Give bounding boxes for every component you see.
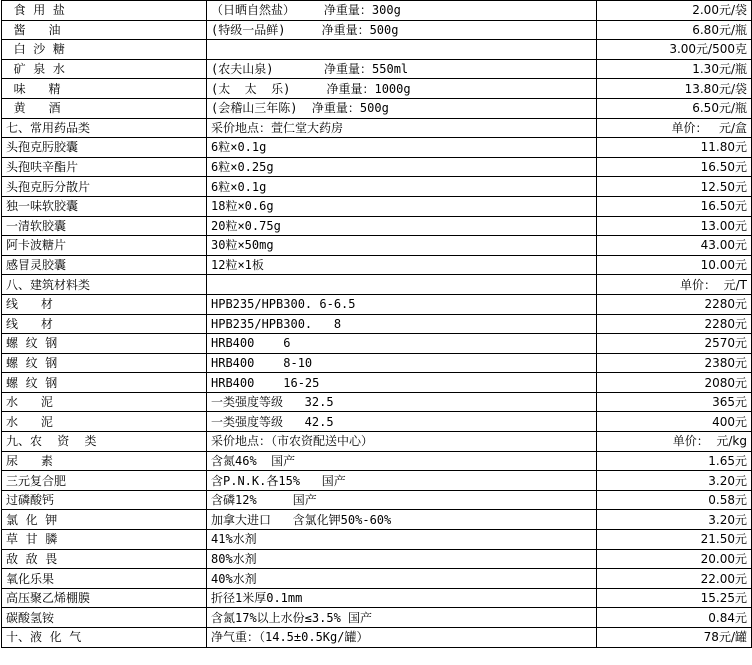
table-row — [2, 608, 752, 628]
item-name: 草 甘 膦 — [2, 530, 207, 550]
item-price: 6.50元/瓶 — [597, 98, 752, 118]
table-row — [2, 1, 752, 21]
item-price: 16.50元 — [597, 196, 752, 216]
table-row — [2, 157, 752, 177]
section-title: 九、农 资 类 — [2, 432, 207, 452]
item-price: 13.00元 — [597, 216, 752, 236]
table-row — [2, 98, 752, 118]
item-price: 2380元 — [597, 353, 752, 373]
item-spec: 6粒×0.1g — [207, 138, 597, 158]
item-name: 氧化乐果 — [2, 569, 207, 589]
item-name: 螺 纹 钢 — [2, 373, 207, 393]
item-spec: （日晒自然盐） 净重量：300g — [207, 1, 597, 21]
item-name: 头孢呋辛酯片 — [2, 157, 207, 177]
item-price: 12.50元 — [597, 177, 752, 197]
item-spec: HRB400 8-10 — [207, 353, 597, 373]
price-table — [1, 0, 752, 648]
table-row — [2, 294, 752, 314]
section-unit: 单价： 元/kg — [597, 432, 752, 452]
item-price: 1.65元 — [597, 451, 752, 471]
table-row — [2, 353, 752, 373]
item-spec — [207, 40, 597, 60]
item-spec: 含氮17%以上水份≤3.5% 国产 — [207, 608, 597, 628]
item-name: 黄 酒 — [2, 98, 207, 118]
section-unit: 78元/罐 — [597, 628, 752, 648]
item-spec: 18粒×0.6g — [207, 196, 597, 216]
item-price: 15.25元 — [597, 588, 752, 608]
section-note: 净气重：（14.5±0.5Kg/罐） — [207, 628, 597, 648]
item-price: 2570元 — [597, 334, 752, 354]
item-price: 1.30元/瓶 — [597, 59, 752, 79]
section-row — [2, 118, 752, 138]
item-spec: HRB400 16-25 — [207, 373, 597, 393]
item-spec: 6粒×0.1g — [207, 177, 597, 197]
item-name: 食 用 盐 — [2, 1, 207, 21]
table-row — [2, 510, 752, 530]
item-price: 0.58元 — [597, 490, 752, 510]
item-price: 11.80元 — [597, 138, 752, 158]
section-unit: 单价： 元/盒 — [597, 118, 752, 138]
section-row — [2, 275, 752, 295]
item-spec: 一类强度等级 42.5 — [207, 412, 597, 432]
item-price: 3.20元 — [597, 471, 752, 491]
item-name: 高压聚乙烯棚膜 — [2, 588, 207, 608]
section-note: 采价地点：萱仁堂大药房 — [207, 118, 597, 138]
item-name: 酱 油 — [2, 20, 207, 40]
item-name: 矿 泉 水 — [2, 59, 207, 79]
table-row — [2, 490, 752, 510]
item-price: 0.84元 — [597, 608, 752, 628]
item-name: 螺 纹 钢 — [2, 353, 207, 373]
item-spec: (特级一品鲜) 净重量：500g — [207, 20, 597, 40]
price-table-body — [2, 1, 752, 648]
section-unit: 单价： 元/T — [597, 275, 752, 295]
section-note: 采价地点：（市农资配送中心） — [207, 432, 597, 452]
item-name: 水 泥 — [2, 392, 207, 412]
table-row — [2, 334, 752, 354]
item-spec: 6粒×0.25g — [207, 157, 597, 177]
item-spec: 加拿大进口 含氯化钾50%-60% — [207, 510, 597, 530]
item-spec: HPB235/HPB300. 6-6.5 — [207, 294, 597, 314]
table-row — [2, 216, 752, 236]
table-row — [2, 79, 752, 99]
item-price: 20.00元 — [597, 549, 752, 569]
item-spec: 30粒×50mg — [207, 236, 597, 256]
table-row — [2, 549, 752, 569]
table-row — [2, 451, 752, 471]
item-name: 氯 化 钾 — [2, 510, 207, 530]
table-row — [2, 138, 752, 158]
item-spec: 41%水剂 — [207, 530, 597, 550]
item-spec: 含P.N.K.各15% 国产 — [207, 471, 597, 491]
table-row — [2, 588, 752, 608]
item-spec: HRB400 6 — [207, 334, 597, 354]
item-spec: (农夫山泉) 净重量：550ml — [207, 59, 597, 79]
item-price: 2080元 — [597, 373, 752, 393]
table-row — [2, 236, 752, 256]
table-row — [2, 59, 752, 79]
item-spec: 12粒×1板 — [207, 255, 597, 275]
item-name: 三元复合肥 — [2, 471, 207, 491]
item-name: 头孢克肟胶囊 — [2, 138, 207, 158]
item-spec: HPB235/HPB300. 8 — [207, 314, 597, 334]
item-spec: 一类强度等级 32.5 — [207, 392, 597, 412]
item-price: 2280元 — [597, 294, 752, 314]
section-title: 十、液 化 气 — [2, 628, 207, 648]
item-name: 头孢克肟分散片 — [2, 177, 207, 197]
item-spec: 含磷12% 国产 — [207, 490, 597, 510]
item-name: 感冒灵胶囊 — [2, 255, 207, 275]
item-name: 敌 敌 畏 — [2, 549, 207, 569]
item-name: 阿卡波糖片 — [2, 236, 207, 256]
table-row — [2, 196, 752, 216]
item-name: 味 精 — [2, 79, 207, 99]
item-price: 16.50元 — [597, 157, 752, 177]
item-spec: (会稽山三年陈) 净重量：500g — [207, 98, 597, 118]
item-price: 365元 — [597, 392, 752, 412]
table-row — [2, 177, 752, 197]
item-name: 碳酸氢铵 — [2, 608, 207, 628]
item-name: 一清软胶囊 — [2, 216, 207, 236]
table-row — [2, 373, 752, 393]
item-price: 21.50元 — [597, 530, 752, 550]
table-row — [2, 392, 752, 412]
table-row — [2, 471, 752, 491]
item-price: 2280元 — [597, 314, 752, 334]
section-title: 八、建筑材料类 — [2, 275, 207, 295]
item-price: 10.00元 — [597, 255, 752, 275]
item-name: 螺 纹 钢 — [2, 334, 207, 354]
item-price: 43.00元 — [597, 236, 752, 256]
section-row — [2, 432, 752, 452]
item-name: 过磷酸钙 — [2, 490, 207, 510]
item-price: 2.00元/袋 — [597, 1, 752, 21]
item-price: 6.80元/瓶 — [597, 20, 752, 40]
item-price: 400元 — [597, 412, 752, 432]
table-row — [2, 255, 752, 275]
section-note — [207, 275, 597, 295]
item-name: 白 沙 糖 — [2, 40, 207, 60]
item-spec: 含氮46% 国产 — [207, 451, 597, 471]
item-price: 22.00元 — [597, 569, 752, 589]
item-spec: 40%水剂 — [207, 569, 597, 589]
table-row — [2, 530, 752, 550]
table-row — [2, 40, 752, 60]
item-spec: 20粒×0.75g — [207, 216, 597, 236]
item-name: 线 材 — [2, 314, 207, 334]
item-price: 3.00元/500克 — [597, 40, 752, 60]
item-name: 线 材 — [2, 294, 207, 314]
item-name: 水 泥 — [2, 412, 207, 432]
table-row — [2, 412, 752, 432]
item-spec: 折径1米厚0.1mm — [207, 588, 597, 608]
section-row — [2, 628, 752, 648]
item-spec: (太 太 乐) 净重量：1000g — [207, 79, 597, 99]
item-spec: 80%水剂 — [207, 549, 597, 569]
table-row — [2, 20, 752, 40]
item-price: 13.80元/袋 — [597, 79, 752, 99]
table-row — [2, 569, 752, 589]
table-row — [2, 314, 752, 334]
item-name: 尿 素 — [2, 451, 207, 471]
item-price: 3.20元 — [597, 510, 752, 530]
item-name: 独一味软胶囊 — [2, 196, 207, 216]
section-title: 七、常用药品类 — [2, 118, 207, 138]
